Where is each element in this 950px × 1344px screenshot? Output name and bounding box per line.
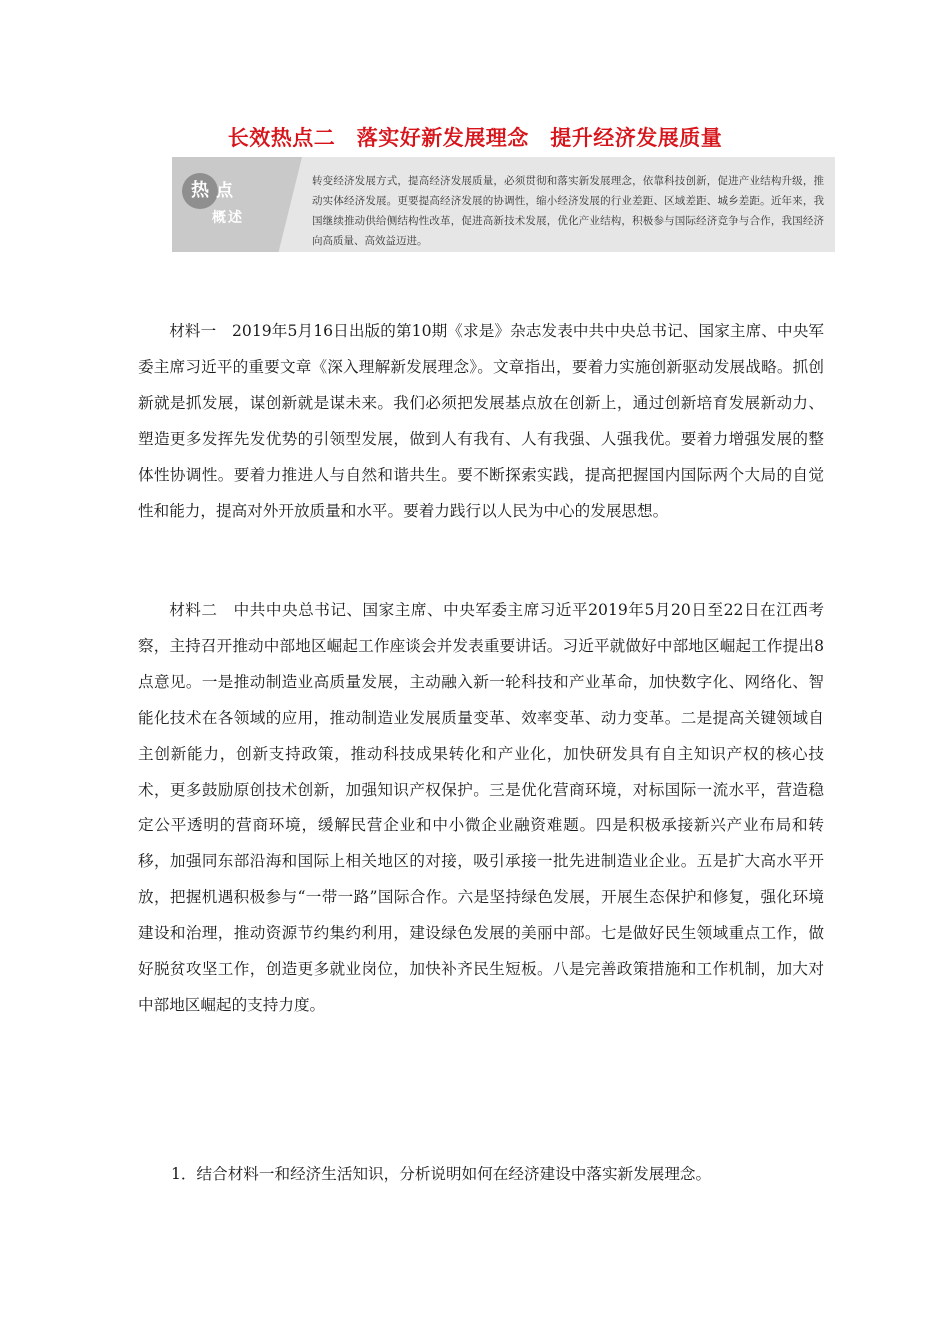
- material-one-text: 材料一 2019年5月16日出版的第10期《求是》杂志发表中共中央总书记、国家主席、中央军委主席习近平的重要文章《深入理解新发展理念》。文章指出，要着力实施创新驱动发展战略。抓创新就是抓发展，谋创新就是谋未来。我们必须把发展基点放在创新上，通过创新培育发展新动力、塑造更多发挥先发优势的引领型发展，做到人有我有、人有我强、人强我优。要着力增强发展的整体性协调性。要着力推进人与自然和谐共生。要不断探索实践，提高把握国内国际两个大局的自觉性和能力，提高对外开放质量和水平。要着力践行以人民为中心的发展思想。: [138, 322, 824, 520]
- page-title: 长效热点二 落实好新发展理念 提升经济发展质量: [227, 126, 723, 150]
- overview-label: 概述: [212, 210, 244, 226]
- material-two: [138, 593, 824, 1024]
- hotspot-badge-word: 点: [216, 181, 233, 201]
- hotspot-overview-banner: [172, 157, 835, 252]
- overview-summary: 转变经济发展方式，提高经济发展质量，必须贯彻和落实新发展理念，依靠科技创新，促进产业结构升级，推动实体经济发展。更要提高经济发展的协调性，缩小经济发展的行业差距、区域差距、城乡差距。近年来，我国继续推动供给侧结构性改革，促进高新技术发展，优化产业结构，积极参与国际经济竞争与合作，我国经济向高质量、高效益迈进。: [312, 175, 824, 247]
- hotspot-badge-icon: 热: [182, 173, 218, 209]
- material-one: [138, 314, 824, 529]
- question-1: 1．结合材料一和经济生活知识，分析说明如何在经济建设中落实新发展理念。: [171, 1165, 712, 1183]
- material-two-text: 材料二 中共中央总书记、国家主席、中央军委主席习近平2019年5月20日至22日在江西考察，主持召开推动中部地区崛起工作座谈会并发表重要讲话。习近平就做好中部地区崛起工作提出8点意见。一是推动制造业高质量发展，主动融入新一轮科技和产业革命，加快数字化、网络化、智能化技术在各领域的应用，推动制造业发展质量变革、效率变革、动力变革。二是提高关键领域自主创新能力，创新支持政策，推动科技成果转化和产业化，加快研发具有自主知识产权的核心技术，更多鼓励原创技术创新，加强知识产权保护。三是优化营商环境，对标国际一流水平，营造稳定公平透明的营商环境，缓解民营企业和中小微企业融资难题。四是积极承接新兴产业布局和转移，加强同东部沿海和国际上相关地区的对接，吸引承接一批先进制造业企业。五是扩大高水平开放，把握机遇积极参与“一带一路”国际合作。六是坚持绿色发展，开展生态保护和修复，强化环境建设和治理，推动资源节约集约利用，建设绿色发展的美丽中部。七是做好民生领域重点工作，做好脱贫攻坚工作，创造更多就业岗位，加快补齐民生短板。八是完善政策措施和工作机制，加大对中部地区崛起的支持力度。: [138, 601, 824, 1014]
